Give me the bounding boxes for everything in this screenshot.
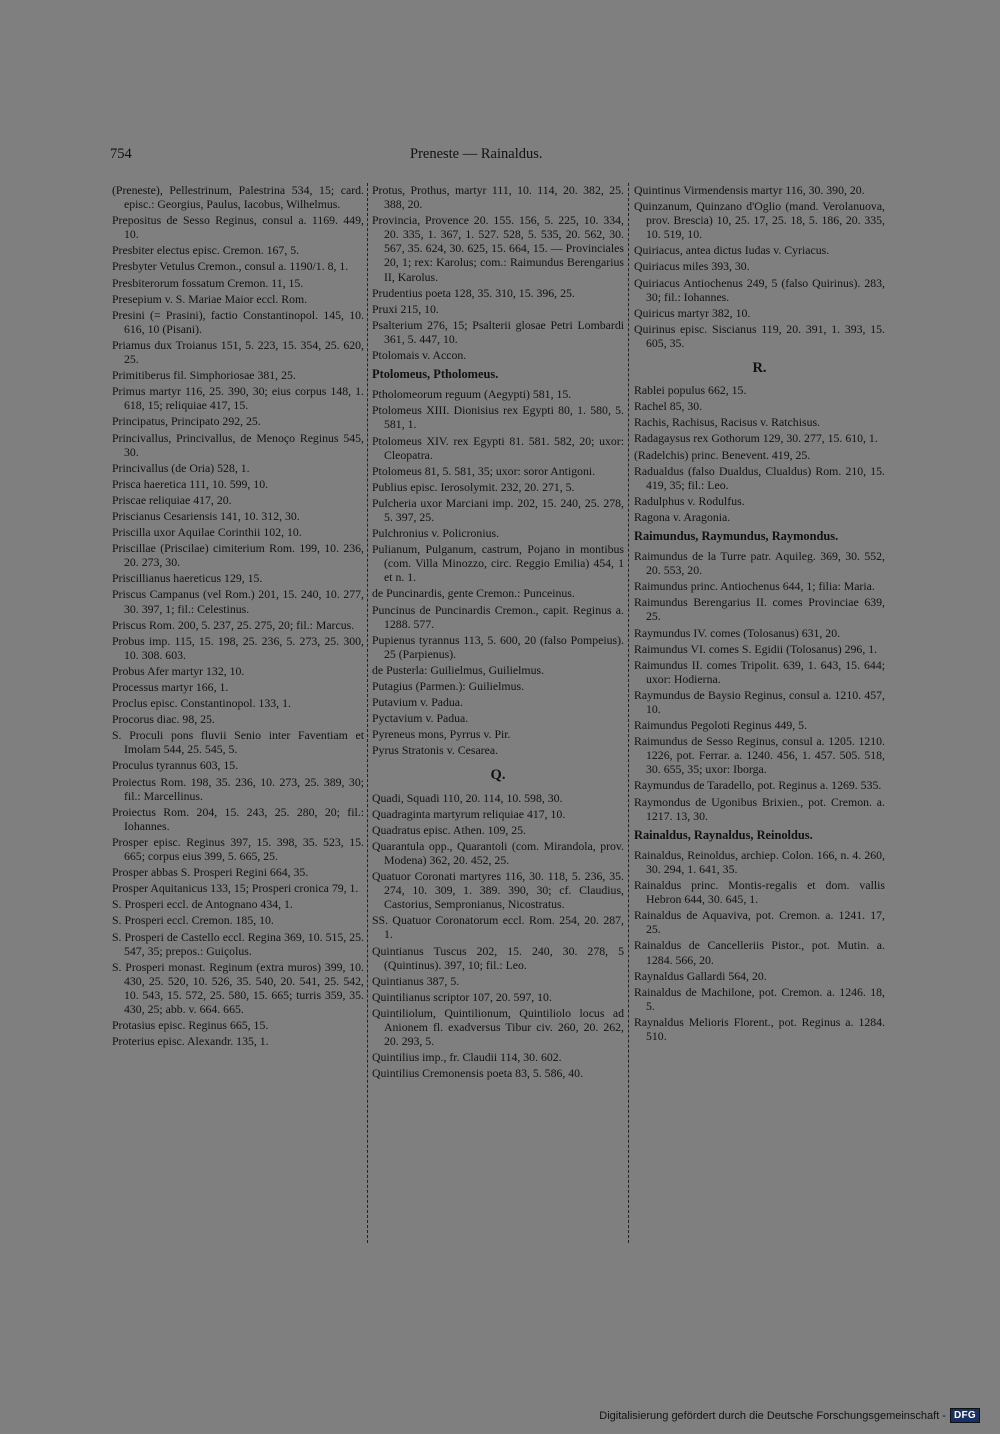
index-entry: Ptolomeus XIII. Dionisius rex Egypti 80, 1. 580, 5. 581, 1.: [372, 403, 624, 432]
index-entry: Ragona v. Aragonia.: [634, 509, 731, 524]
index-entry: Quarantula opp., Quarantoli (com. Mirandola, prov. Modena) 362, 20. 452, 25.: [372, 838, 624, 867]
index-entry: de Pusterla: Guilielmus, Guilielmus.: [372, 662, 545, 677]
index-entry: Quatuor Coronati martyres 116, 30. 118, 5. 236, 35. 274, 10. 309, 1. 389. 390, 30; cf. Claudius, Castorius, Sempronianus, Nicostratus.: [372, 869, 624, 912]
index-entry: Presepium v. S. Mariae Maior eccl. Rom.: [112, 291, 308, 306]
index-entry: Radulphus v. Rodulfus.: [634, 493, 745, 508]
index-heading: Rainaldus, Raynaldus, Reinoldus.: [634, 827, 813, 842]
index-entry: Priscus Rom. 200, 5. 237, 25. 275, 20; fil.: Marcus.: [112, 617, 355, 632]
index-entry: Quadraginta martyrum reliquiae 417, 10.: [372, 806, 566, 821]
index-entry: Quintilius imp., fr. Claudii 114, 30. 602.: [372, 1050, 562, 1065]
column-divider: [367, 183, 368, 1243]
index-entry: (Preneste), Pellestrinum, Palestrina 534, 15; card. episc.: Georgius, Paulus, Iacobus, Wilhelmus.: [112, 183, 364, 212]
index-entry: Procorus diac. 98, 25.: [112, 712, 215, 727]
index-entry: Pulcheria uxor Marciani imp. 202, 15. 240, 25. 278, 5. 397, 25.: [372, 495, 624, 524]
index-entry: Raymundus IV. comes (Tolosanus) 631, 20.: [634, 625, 841, 640]
index-entry: Primus martyr 116, 25. 390, 30; eius corpus 148, 1. 618, 15; reliquiae 417, 15.: [112, 384, 364, 413]
index-entry: Prosper episc. Reginus 397, 15. 398, 35. 523, 15. 665; corpus eius 399, 5. 665, 25.: [112, 834, 364, 864]
index-entry: Raynaldus Melioris Florent., pot. Reginus a. 1284. 510.: [634, 1014, 885, 1043]
index-entry: Radagaysus rex Gothorum 129, 30. 277, 15. 610, 1.: [634, 431, 878, 446]
index-heading: Raimundus, Raymundus, Raymondus.: [634, 528, 839, 543]
index-entry: Puncinus de Puncinardis Cremon., capit. Reginus a. 1288. 577.: [372, 602, 624, 631]
index-entry: Pulchronius v. Policronius.: [372, 526, 500, 541]
index-entry: Raimundus II. comes Tripolit. 639, 1. 643, 15. 644; uxor: Hodierna.: [634, 657, 885, 686]
index-entry: Presbiter electus episc. Cremon. 167, 5.: [112, 243, 300, 258]
index-entry: Prosper abbas S. Prosperi Regini 664, 35.: [112, 865, 309, 880]
index-entry: Ptolomais v. Accon.: [372, 348, 467, 363]
index-entry: Princivallus (de Oria) 528, 1.: [112, 460, 250, 475]
footer-text: Digitalisierung gefördert durch die Deutsche Forschungsgemeinschaft -: [599, 1409, 946, 1422]
index-entry: Rachel 85, 30.: [634, 399, 703, 414]
page-number: 754: [110, 146, 132, 162]
index-entry: Pupienus tyrannus 113, 5. 600, 20 (falso Pompeius). 25 (Parpienus).: [372, 632, 624, 661]
index-entry: Raymundus de Baysio Reginus, consul a. 1210. 457, 10.: [634, 687, 885, 716]
index-entry: Ptolomeus XIV. rex Egypti 81. 581. 582, 20; uxor: Cleopatra.: [372, 433, 624, 462]
index-entry: Quiriacus miles 393, 30.: [634, 259, 750, 274]
dfg-logo: DFG: [950, 1408, 980, 1423]
index-entry: Protasius episc. Reginus 665, 15.: [112, 1018, 269, 1033]
index-entry: Ptolomeus 81, 5. 581, 35; uxor: soror Antigoni.: [372, 463, 596, 478]
index-entry: Quintiliolum, Quintilionum, Quintiliolo locus ad Anionem fl. exadversus Tibur civ. 260, 20. 262, 20. 293, 5.: [372, 1005, 624, 1049]
index-entry: Quiricus martyr 382, 10.: [634, 305, 751, 320]
index-entry: S. Prosperi eccl. de Antognano 434, 1.: [112, 897, 293, 912]
index-entry: Pyreneus mons, Pyrrus v. Pir.: [372, 727, 511, 742]
index-entry: Putagius (Parmen.): Guilielmus.: [372, 679, 525, 693]
index-entry: Publius episc. Ierosolymit. 232, 20. 271, 5.: [372, 479, 575, 494]
index-entry: Quintianus 387, 5.: [372, 973, 460, 988]
index-entry: Rainaldus de Machilone, pot. Cremon. a. 1246. 18, 5.: [634, 984, 885, 1013]
index-entry: Priamus dux Troianus 151, 5. 223, 15. 354, 25. 620, 25.: [112, 337, 364, 367]
index-entry: Psalterium 276, 15; Psalterii glosae Petri Lombardi 361, 5. 447, 10.: [372, 317, 624, 346]
index-entry: Primitiberus fil. Simphoriosae 381, 25.: [112, 368, 296, 383]
footer-credit: [599, 1408, 980, 1423]
index-entry: Pyrus Stratonis v. Cesarea.: [372, 743, 499, 758]
index-column-2: [372, 183, 624, 1082]
index-entry: Pruxi 215, 10.: [372, 301, 439, 316]
index-entry: de Puncinardis, gente Cremon.: Punceinus.: [372, 586, 575, 601]
index-entry: Raimundus de Sesso Reginus, consul a. 1205. 1210. 1226, pot. Ferrar. a. 1240. 456, 1. 457. 505. 518, 30. 655, 35; uxor: Iborga.: [634, 734, 885, 777]
index-column-1: [112, 183, 364, 1050]
index-entry: Prepositus de Sesso Reginus, consul a. 1169. 449, 10.: [112, 213, 364, 242]
index-entry: Rainaldus, Reinoldus, archiep. Colon. 166, n. 4. 260, 30. 294, 1. 641, 35.: [634, 847, 885, 876]
index-entry: Prosper Aquitanicus 133, 15; Prosperi cronica 79, 1.: [112, 881, 359, 896]
index-entry: Raymundus de Taradello, pot. Reginus a. 1269. 535.: [634, 778, 882, 793]
index-entry: Pulianum, Pulganum, castrum, Pojano in montibus (com. Villa Minozzo, circ. Reggio Emilia) 454, 1 et n. 1.: [372, 542, 624, 585]
index-entry: Rainaldus de Aquaviva, pot. Cremon. a. 1241. 17, 25.: [634, 908, 885, 937]
index-entry: Pyctavium v. Padua.: [372, 711, 469, 726]
index-entry: Protus, Prothus, martyr 111, 10. 114, 20. 382, 25. 388, 20.: [372, 183, 624, 212]
letter-heading: R.: [752, 360, 767, 377]
index-entry: (Radelchis) princ. Benevent. 419, 25.: [634, 447, 811, 462]
index-entry: Priscilla uxor Aquilae Corinthii 102, 10.: [112, 525, 302, 540]
index-entry: Quiriacus, antea dictus Iudas v. Cyriacus.: [634, 243, 830, 258]
index-entry: Rainaldus princ. Montis-regalis et dom. vallis Hebron 644, 30. 645, 1.: [634, 878, 885, 907]
index-entry: Raimundus de la Turre patr. Aquileg. 369, 30. 552, 20. 553, 20.: [634, 549, 885, 578]
index-entry: S. Prosperi monast. Reginum (extra muros) 399, 10. 430, 25. 520, 10. 526, 35. 540, 20. 541, 25. 542, 10. 543, 15. 572, 25. 580, 15. 665; turris 359, 35. 430, 25; abb. v. 664. 665.: [112, 959, 364, 1016]
index-entry: Ptholomeorum reguum (Aegypti) 581, 15.: [372, 387, 572, 402]
index-entry: Priscae reliquiae 417, 20.: [112, 492, 232, 507]
index-entry: SS. Quatuor Coronatorum eccl. Rom. 254, 20. 287, 1.: [372, 913, 624, 942]
index-entry: Priscus Campanus (vel Rom.) 201, 15. 240, 10. 277, 30. 397, 1; fil.: Celestinus.: [112, 587, 364, 616]
index-entry: Provincia, Provence 20. 155. 156, 5. 225, 10. 334, 20. 335, 1. 367, 1. 527. 528, 5. 535, 20. 562, 30. 567, 35. 624, 30. 625, 15. 664, 15. — Provinciales 20, 1; rex: Karolus; com.: Raimundus Berengarius II, Karolus.: [372, 213, 624, 284]
index-entry: Presini (= Prasini), factio Constantinopol. 145, 10. 616, 10 (Pisani).: [112, 307, 364, 336]
index-entry: Rablei populus 662, 15.: [634, 383, 747, 398]
index-entry: Quiriacus Antiochenus 249, 5 (falso Quirinus). 283, 30; fil.: Iohannes.: [634, 275, 885, 304]
index-heading: Ptolomeus, Ptholomeus.: [372, 367, 499, 382]
index-entry: Raymondus de Ugonibus Brixien., pot. Cremon. a. 1217. 13, 30.: [634, 794, 885, 823]
running-head: Preneste — Rainaldus.: [410, 146, 543, 162]
index-entry: Proculus tyrannus 603, 15.: [112, 758, 239, 773]
index-entry: S. Proculi pons fluvii Senio inter Faventiam et Imolam 544, 25. 545, 5.: [112, 728, 364, 757]
index-entry: S. Prosperi eccl. Cremon. 185, 10.: [112, 913, 274, 928]
index-entry: Princivallus, Princivallus, de Menoço Reginus 545, 30.: [112, 430, 364, 459]
index-column-3: [634, 183, 885, 1045]
index-entry: Proiectus Rom. 198, 35. 236, 10. 273, 25. 389, 30; fil.: Marcellinus.: [112, 774, 364, 803]
index-entry: Quirinus episc. Siscianus 119, 20. 391, 1. 393, 15. 605, 35.: [634, 321, 885, 350]
index-entry: Presbyter Vetulus Cremon., consul a. 1190/1. 8, 1.: [112, 259, 349, 274]
index-entry: Quintianus Tuscus 202, 15. 240, 30. 278, 5 (Quintinus). 397, 10; fil.: Leo.: [372, 943, 624, 972]
index-entry: Priscianus Cesariensis 141, 10. 312, 30.: [112, 508, 300, 523]
index-entry: Quintilius Cremonensis poeta 83, 5. 586, 40.: [372, 1066, 584, 1081]
index-entry: Quadratus episc. Athen. 109, 25.: [372, 822, 526, 837]
index-entry: Rachis, Rachisus, Racisus v. Ratchisus.: [634, 415, 821, 430]
index-entry: Prudentius poeta 128, 35. 310, 15. 396, 25.: [372, 285, 575, 300]
index-entry: Radualdus (falso Dualdus, Clualdus) Rom. 210, 15. 419, 35; fil.: Leo.: [634, 463, 885, 492]
index-entry: Raimundus VI. comes S. Egidii (Tolosanus) 296, 1.: [634, 641, 878, 656]
index-entry: Quintinus Virmendensis martyr 116, 30. 390, 20.: [634, 183, 865, 197]
index-entry: Probus imp. 115, 15. 198, 25. 236, 5. 273, 25. 300, 10. 308. 603.: [112, 633, 364, 662]
index-entry: Quadi, Squadi 110, 20. 114, 10. 598, 30.: [372, 790, 563, 805]
index-entry: Presbiterorum fossatum Cremon. 11, 15.: [112, 275, 304, 290]
letter-heading: Q.: [490, 767, 506, 784]
index-entry: Quintilianus scriptor 107, 20. 597, 10.: [372, 989, 552, 1004]
index-entry: Priscillae (Priscilae) cimiterium Rom. 199, 10. 236, 20. 273, 30.: [112, 541, 364, 570]
index-entry: Principatus, Principato 292, 25.: [112, 414, 261, 429]
index-entry: Raynaldus Gallardi 564, 20.: [634, 968, 767, 983]
index-entry: S. Prosperi de Castello eccl. Regina 369, 10. 515, 25. 547, 35; prepos.: Guiçolus.: [112, 929, 364, 958]
page-header: [110, 146, 626, 170]
index-entry: Putavium v. Padua.: [372, 695, 463, 710]
index-entry: Raimundus Pegoloti Reginus 449, 5.: [634, 718, 808, 733]
index-entry: Raimundus Berengarius II. comes Provinciae 639, 25.: [634, 595, 885, 624]
index-entry: Probus Afer martyr 132, 10.: [112, 663, 245, 678]
index-entry: Raimundus princ. Antiochenus 644, 1; filia: Maria.: [634, 579, 875, 594]
column-divider: [628, 183, 629, 1243]
index-entry: Proclus episc. Constantinopol. 133, 1.: [112, 696, 291, 711]
index-entry: Priscillianus haereticus 129, 15.: [112, 571, 263, 586]
index-entry: Proiectus Rom. 204, 15. 243, 25. 280, 20; fil.: Iohannes.: [112, 804, 364, 833]
index-entry: Quinzanum, Quinzano d'Oglio (mand. Verolanuova, prov. Brescia) 10, 25. 17, 25. 18, 5. 186, 20. 335, 10. 519, 10.: [634, 199, 885, 242]
index-entry: Proterius episc. Alexandr. 135, 1.: [112, 1034, 269, 1049]
index-entry: Rainaldus de Cancelleriis Pistor., pot. Mutin. a. 1284. 566, 20.: [634, 938, 885, 967]
index-entry: Prisca haeretica 111, 10. 599, 10.: [112, 476, 269, 491]
index-entry: Processus martyr 166, 1.: [112, 680, 229, 694]
